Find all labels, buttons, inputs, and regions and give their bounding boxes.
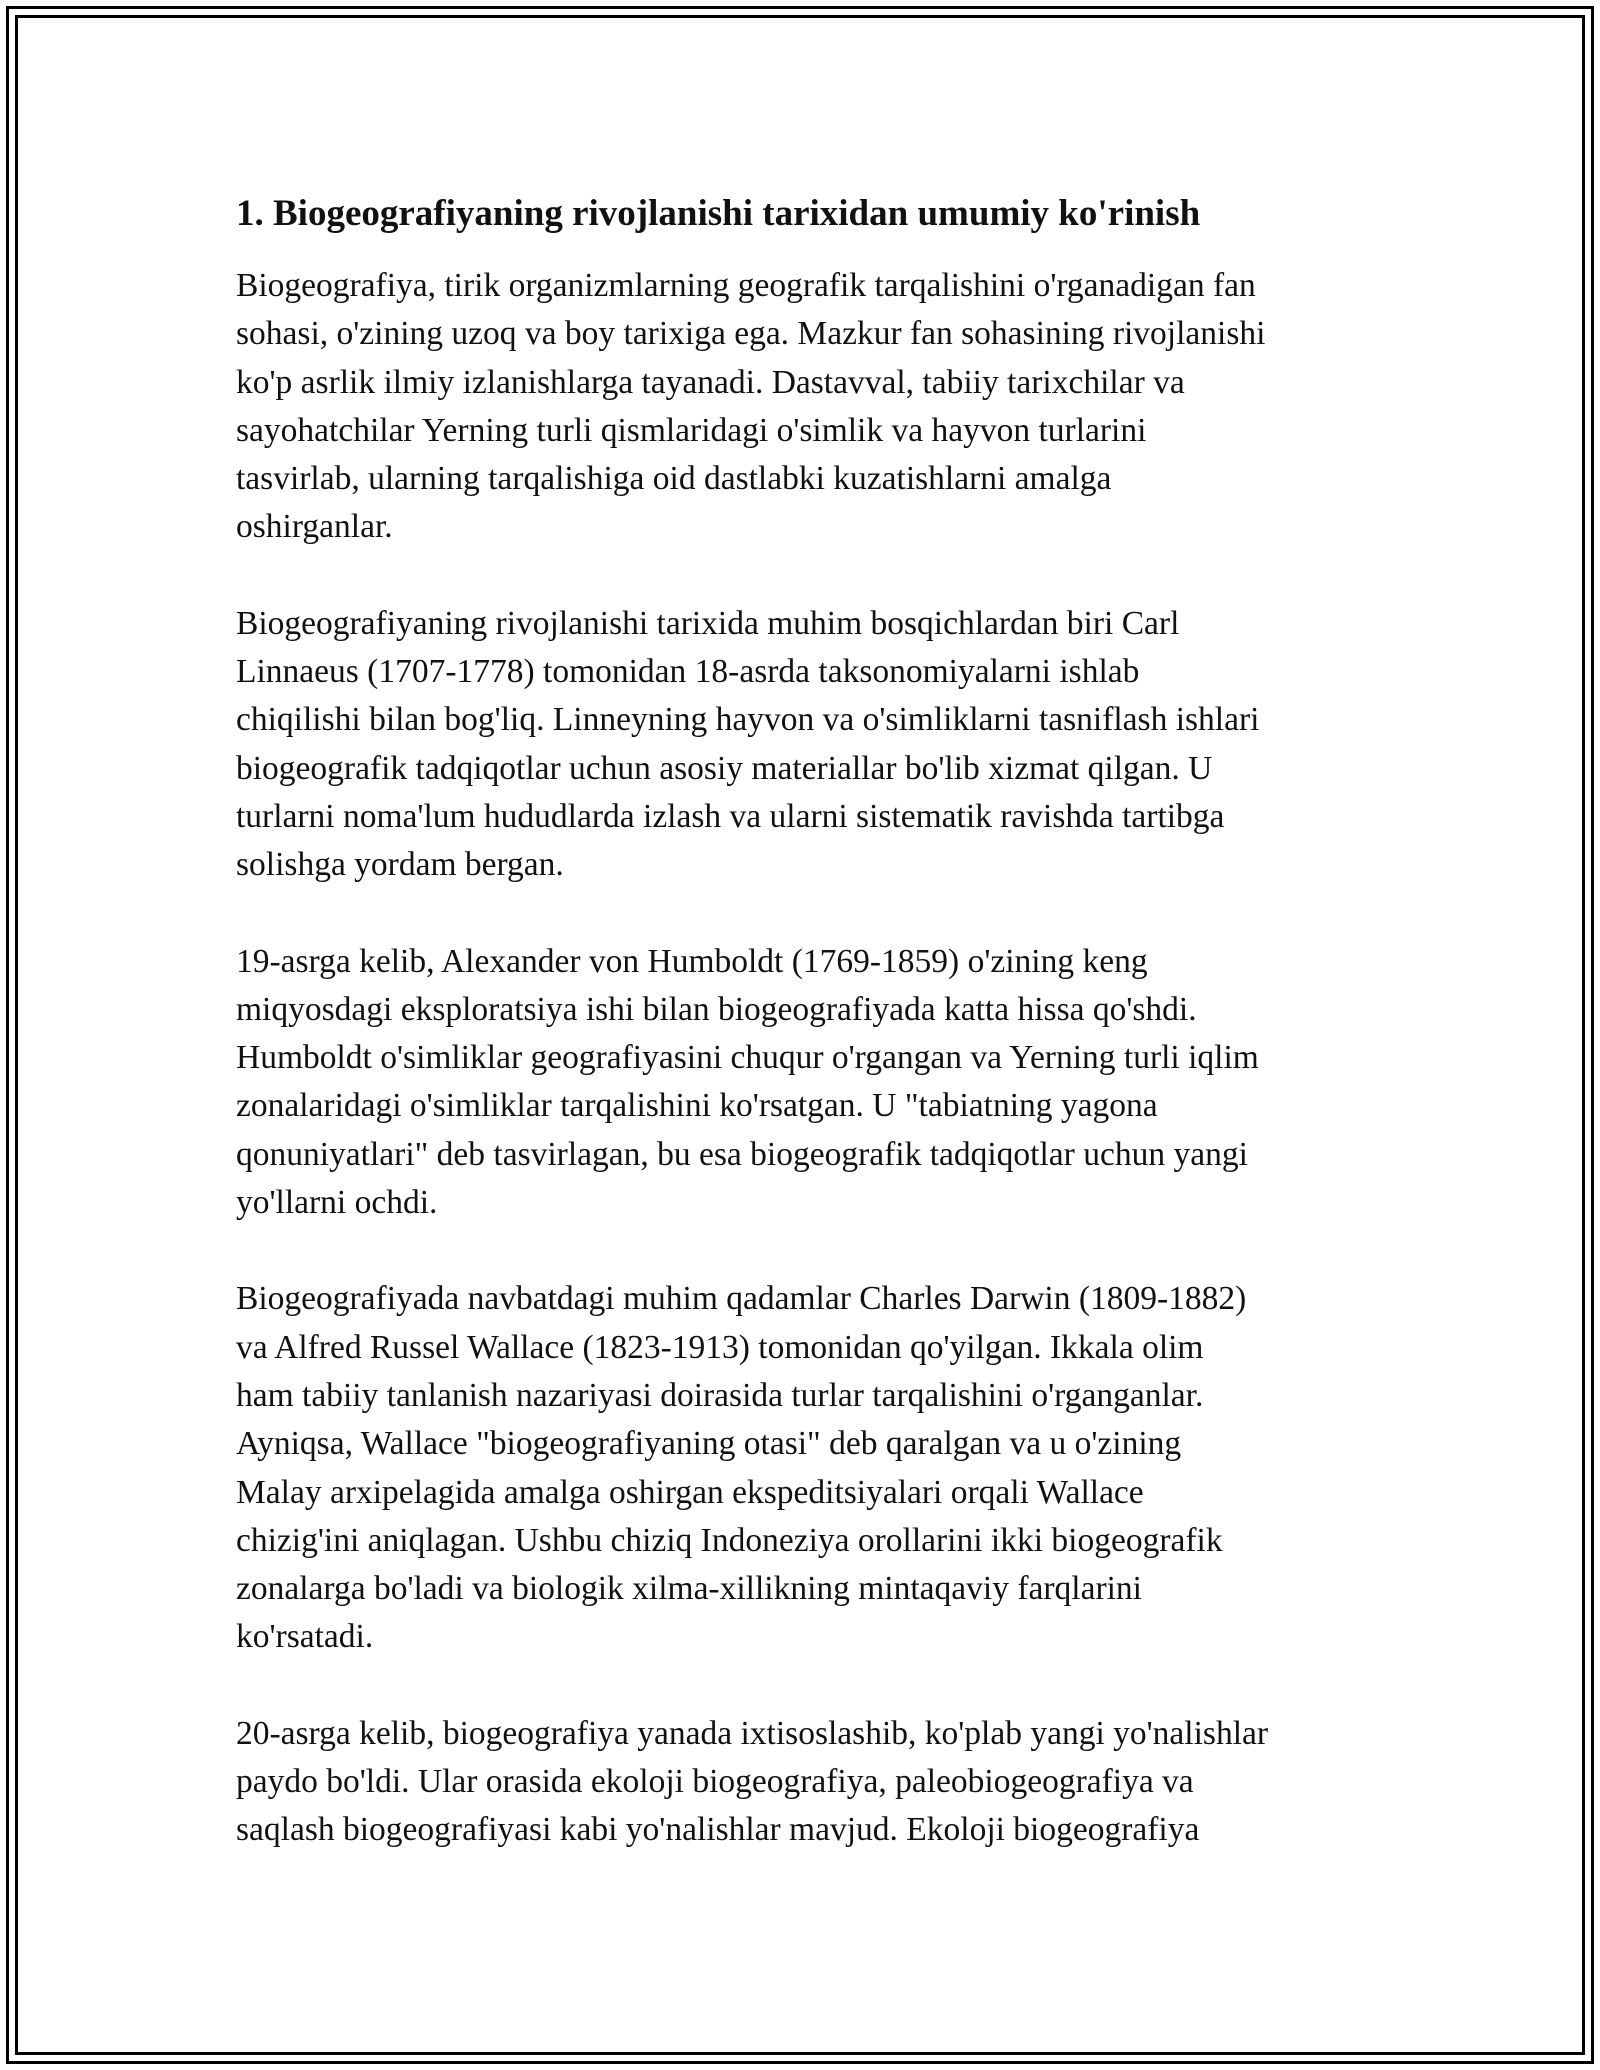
paragraph-20th-century: 20-asrga kelib, biogeografiya yanada ixtisoslashib, ko'plab yangi yo'nalishlar paydo bo'ldi. Ular orasida ekoloji biogeografiya, paleobiogeografiya va saqlash biogeografiyasi kabi yo'nalishlar mavjud. Ekoloji biogeografiya (236, 1714, 1269, 1849)
paragraph-humboldt: 19-asrga kelib, Alexander von Humboldt (1769-1859) o'zining keng miqyosdagi eksploratsiya ishi bilan biogeografiyada katta hissa qo'shdi. Humboldt o'simliklar geografiyasini chuqur o'rgangan va Yerning turli iqlim zonalaridagi o'simliklar tarqalishini ko'rsatgan. U "tabiatning yagona qonuniyatlari" deb tasvirlagan, bu esa biogeografik tadqiqotlar uchun yangi yo'llarni ochdi. (236, 942, 1259, 1222)
paragraph-intro: Biogeografiya, tirik organizmlarning geografik tarqalishini o'rganadigan fan sohasi, o'zining uzoq va boy tarixiga ega. Mazkur fan sohasining rivojlanishi ko'p asrlik ilmiy izlanishlarga tayanadi. Dastavval, tabiiy tarixchilar va sayohatchilar Yerning turli qismlaridagi o'simlik va hayvon turlarini tasvirlab, ularning tarqalishiga oid dastlabki kuzatishlarni amalga oshirganlar. (236, 267, 1266, 546)
paragraph-darwin-wallace: Biogeografiyada navbatdagi muhim qadamlar Charles Darwin (1809-1882) va Alfred Russel Wallace (1823-1913) tomonidan qo'yilgan. Ikkala olim ham tabiiy tanlanish nazariyasi doirasida turlar tarqalishini o'rganganlar. Ayniqsa, Wallace "biogeografiyaning otasi" deb qaralgan va u o'zining Malay arxipelagida amalga oshirgan ekspeditsiyalari orqali Wallace chizig'ini aniqlagan. Ushbu chiziq Indoneziya orollarini ikki biogeografik zonalarga bo'ladi va biologik xilma-xillikning mintaqaviy farqlarini ko'rsatadi. (236, 1280, 1247, 1656)
section-heading: 1. Biogeografiyaning rivojlanishi tarixidan umumiy ko'rinish (236, 193, 1201, 234)
document-body (236, 186, 1386, 1903)
paragraph-linnaeus: Biogeografiyaning rivojlanishi tarixida muhim bosqichlardan biri Carl Linnaeus (1707-1778) tomonidan 18-asrda taksonomiyalarni ishlab chiqilishi bilan bog'liq. Linneyning hayvon va o'simliklarni tasniflash ishlari biogeografik tadqiqotlar uchun asosiy materiallar bo'lib xizmat qilgan. U turlarni noma'lum hududlarda izlash va ularni sistematik ravishda tartibga solishga yordam bergan. (236, 604, 1260, 884)
